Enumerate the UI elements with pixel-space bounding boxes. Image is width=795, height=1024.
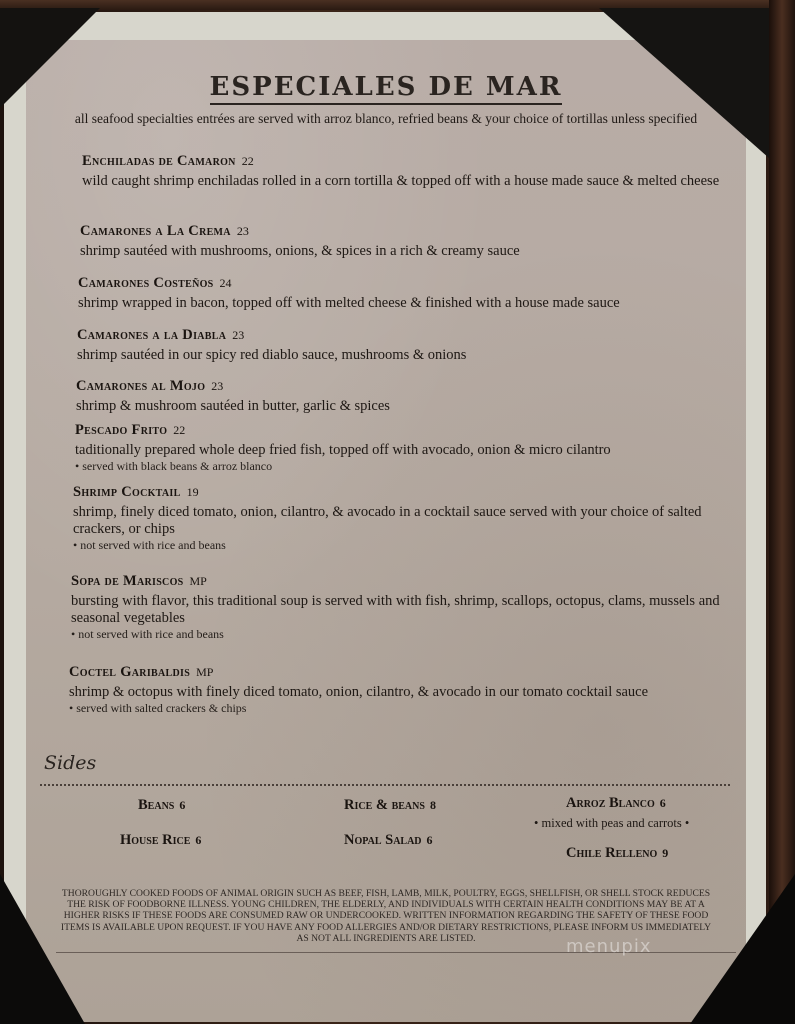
item-note: • served with salted crackers & chips (69, 701, 247, 715)
menu-subtitle: all seafood specialties entrées are served with arroz blanco, refried beans & your choice of tortillas unless specified (74, 111, 698, 126)
side-name: House Rice (120, 832, 191, 848)
item-name: Camarones a la Diabla (77, 327, 227, 343)
menu-item (73, 483, 753, 553)
item-name: Camarones Costeños (78, 275, 214, 291)
item-description: shrimp sautéed with mushrooms, onions, & spices in a rich & creamy sauce (80, 243, 520, 259)
menu-item (75, 421, 755, 474)
item-note: • served with black beans & arroz blanco (75, 459, 273, 473)
side-price: 6 (426, 833, 433, 847)
side-price: 8 (429, 798, 436, 812)
item-name: Coctel Garibaldis (69, 664, 191, 680)
side-item (120, 832, 201, 849)
item-note: • not served with rice and beans (71, 627, 224, 641)
watermark: menupix (566, 936, 652, 957)
menu-page (26, 40, 746, 1022)
side-item (566, 795, 666, 812)
side-item (344, 797, 436, 814)
item-name: Pescado Frito (75, 422, 168, 438)
side-name: Rice & beans (344, 797, 425, 813)
item-description: wild caught shrimp enchiladas rolled in a corn tortilla & topped off with a house made sauce & melted cheese (82, 173, 720, 189)
menu-item (69, 663, 749, 716)
food-safety-disclaimer: THOROUGHLY COOKED FOODS OF ANIMAL ORIGIN SUCH AS BEEF, FISH, LAMB, MILK, POULTRY, EGGS, SHELLFISH, OR SHELL STOCK REDUCES THE RISK OF FOODBORNE ILLNESS. YOUNG CHILDREN, THE ELDERLY, AND INDIVIDUALS WITH CERTAIN HEALTH CONDITIONS MAY BE AT A HIGHER RISKS IF THESE FOODS ARE CONSUMED RAW OR UNDERCOOKED. WRITTEN INFORMATION REGARDING THE SAFETY OF THESE FOOD ITEMS IS AVAILABLE UPON REQUEST. IF YOU HAVE ANY FOOD ALLERGIES AND/OR DIETARY RESTRICTIONS, PLEASE INFORM US IMMEDIATELY AS NOT ALL INGREDIENTS ARE LISTED. (60, 888, 712, 944)
side-name: Nopal Salad (344, 832, 422, 848)
menu-item (71, 572, 751, 642)
side-name: Beans (138, 797, 175, 813)
side-price: 6 (195, 833, 202, 847)
sides-heading: Sides (44, 752, 97, 774)
side-item (344, 832, 433, 849)
item-note: • not served with rice and beans (73, 538, 226, 552)
item-name: Shrimp Cocktail (73, 484, 181, 500)
item-description: shrimp sautéed in our spicy red diablo sauce, mushrooms & onions (77, 347, 467, 363)
item-name: Camarones a La Crema (80, 223, 231, 239)
item-price: 22 (241, 154, 254, 168)
item-price: 23 (232, 328, 245, 342)
item-price: MP (196, 665, 214, 679)
item-description: shrimp, finely diced tomato, onion, cilantro, & avocado in a cocktail sauce served with your choice of salted crackers, or chips (73, 504, 702, 537)
menu-item (77, 326, 757, 364)
item-description: shrimp & mushroom sautéed in butter, garlic & spices (76, 398, 390, 414)
side-price: 6 (179, 798, 186, 812)
item-price: 23 (211, 379, 224, 393)
side-item (138, 797, 185, 814)
item-price: 22 (173, 423, 186, 437)
sides-divider (40, 784, 730, 786)
frame-right-edge (769, 0, 795, 1024)
item-price: 23 (236, 224, 249, 238)
photo-corner-top-right (599, 8, 769, 158)
item-description: shrimp wrapped in bacon, topped off with melted cheese & finished with a house made sauce (78, 295, 620, 311)
menu-item (80, 222, 760, 260)
menu-item (78, 274, 758, 312)
side-price: 9 (662, 846, 669, 860)
photo-corner-bottom-left (0, 874, 85, 1024)
sheet-protector (4, 12, 766, 1020)
side-price: 6 (659, 796, 666, 810)
item-price: 19 (186, 485, 199, 499)
item-name: Enchiladas de Camaron (82, 153, 236, 169)
menu-item (76, 377, 756, 415)
side-item (566, 845, 668, 862)
item-description: shrimp & octopus with finely diced tomato, onion, cilantro, & avocado in our tomato cocktail sauce (69, 684, 649, 700)
item-name: Camarones al Mojo (76, 378, 206, 394)
item-price: 24 (219, 276, 232, 290)
side-name: Chile Relleno (566, 845, 658, 861)
menu-title-text: ESPECIALES DE MAR (210, 72, 563, 105)
item-price: MP (189, 574, 207, 588)
item-description: taditionally prepared whole deep fried fish, topped off with avocado, onion & micro cilantro (75, 442, 611, 458)
photo-corner-bottom-right (690, 874, 795, 1024)
side-note: • mixed with peas and carrots • (534, 816, 690, 830)
side-name: Arroz Blanco (566, 795, 655, 811)
item-description: bursting with flavor, this traditional soup is served with with fish, shrimp, scallops, octopus, clams, mussels and seasonal vegetables (71, 593, 720, 626)
photo-corner-top-left (0, 8, 100, 108)
item-name: Sopa de Mariscos (71, 573, 184, 589)
